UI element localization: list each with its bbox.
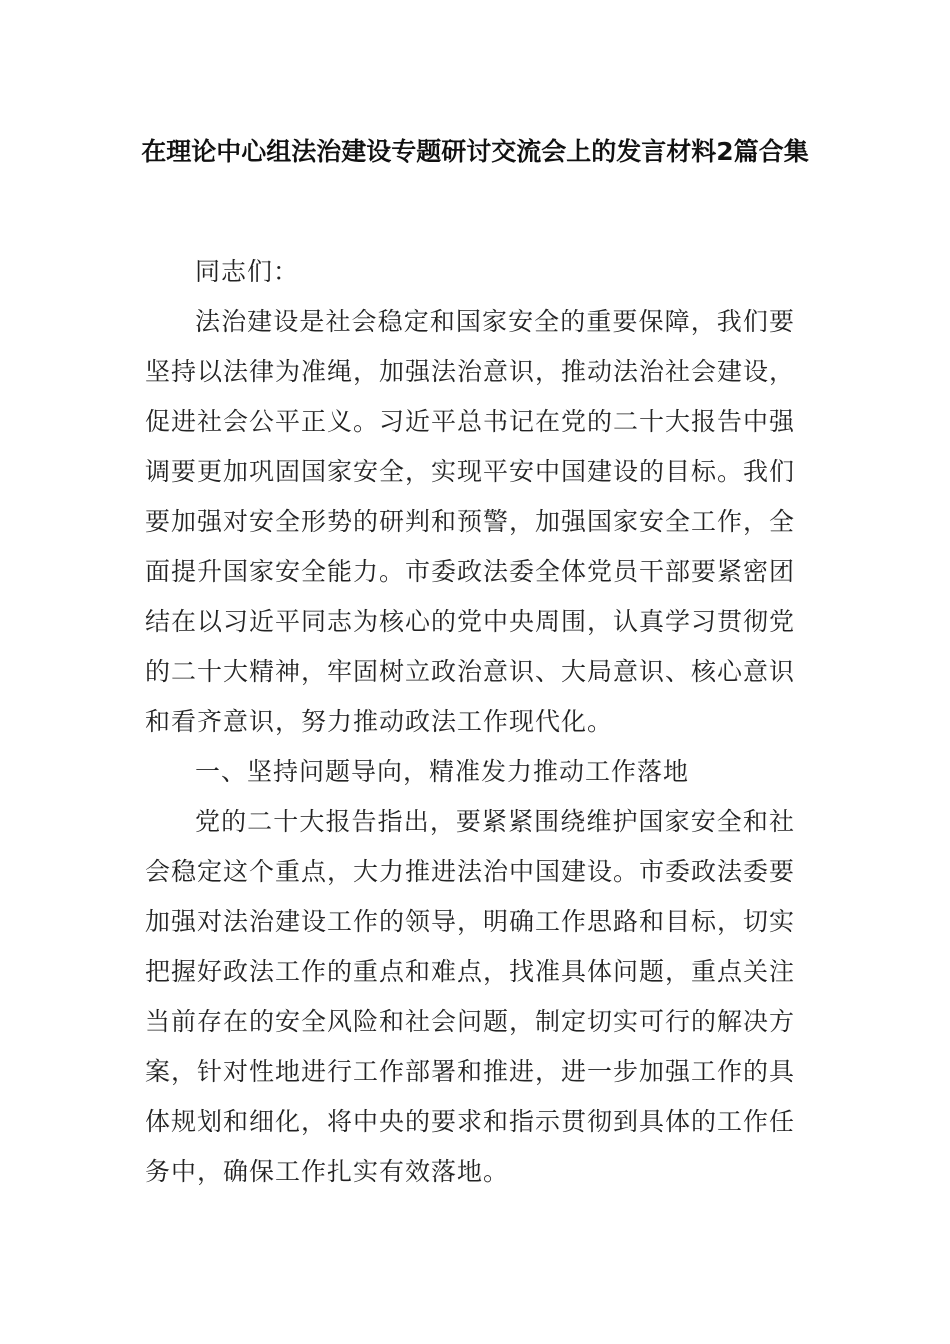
document-title: 在理论中心组法治建设专题研讨交流会上的发言材料2篇合集 (141, 137, 809, 166)
section-heading: 一、坚持问题导向，精准发力推动工作落地 (195, 757, 690, 786)
intro-paragraph: 法治建设是社会稳定和国家安全的重要保障，我们要坚持以法律为准绳，加强法治意识，推动法治社会建设，促进社会公平正义。习近平总书记在党的二十大报告中强调要更加巩固国家安全，实现平安中国建设的目标。我们要加强对安全形势的研判和预警，加强国家安全工作，全面提升国家安全能力。市委政法委全体党员干部要紧密团结在以习近平同志为核心的党中央周围，认真学习贯彻党的二十大精神，牢固树立政治意识、大局意识、核心意识和看齐意识，努力推动政法工作现代化。 (145, 307, 796, 736)
document-body (145, 247, 795, 1197)
salutation-paragraph: 同志们： (195, 257, 300, 286)
section-paragraph: 党的二十大报告指出，要紧紧围绕维护国家安全和社会稳定这个重点，大力推进法治中国建设。市委政法委要加强对法治建设工作的领导，明确工作思路和目标，切实把握好政法工作的重点和难点，找准具体问题，重点关注当前存在的安全风险和社会问题，制定切实可行的解决方案，针对性地进行工作部署和推进，进一步加强工作的具体规划和细化，将中央的要求和指示贯彻到具体的工作任务中，确保工作扎实有效落地。 (145, 807, 796, 1186)
